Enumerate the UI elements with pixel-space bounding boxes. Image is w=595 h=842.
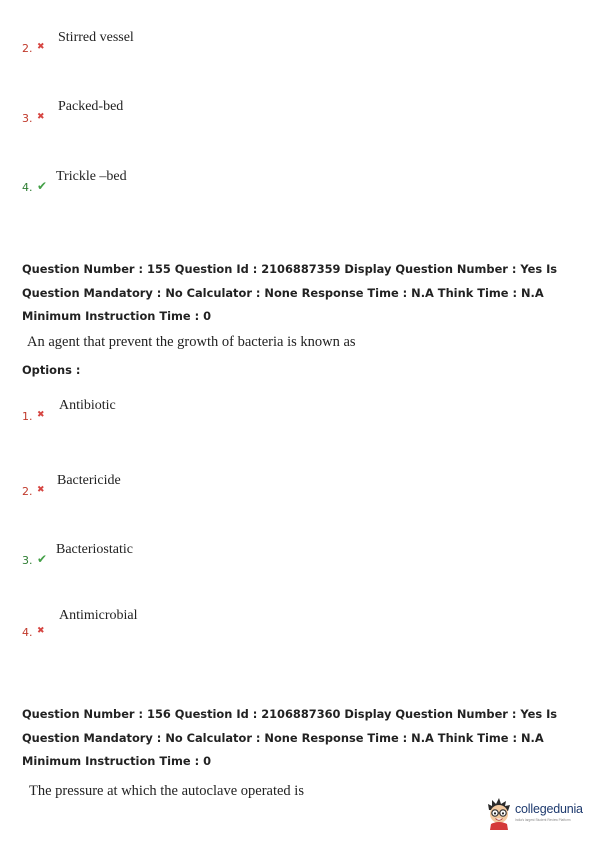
logo-tagline: India's largest Student Review Platform — [515, 818, 571, 822]
option-text: Antimicrobial — [59, 608, 138, 623]
option-number: 1. — [22, 410, 33, 423]
option-2 — [22, 473, 322, 503]
option-number: 4. — [22, 181, 33, 194]
wrong-icon: ✖ — [37, 410, 45, 420]
wrong-icon: ✖ — [37, 485, 45, 495]
option-number: 4. — [22, 626, 33, 639]
question-text: An agent that prevent the growth of bacteria is known as — [27, 334, 356, 350]
mascot-icon — [486, 798, 512, 830]
prev-option-4 — [22, 169, 322, 199]
option-text: Antibiotic — [59, 398, 116, 413]
option-number: 3. — [22, 112, 33, 125]
prev-option-2 — [22, 30, 322, 60]
option-text: Stirred vessel — [58, 30, 134, 45]
question-meta: Question Number : 156 Question Id : 2106887360 Display Question Number : Yes Is Question Mandatory : No Calculator : None Response Time : N.A Think Time : N.A Minimum Instruction Time : 0 — [22, 707, 558, 768]
correct-check-icon: ✔ — [37, 552, 48, 566]
option-number: 2. — [22, 42, 33, 55]
correct-check-icon: ✔ — [37, 179, 48, 193]
question-meta: Question Number : 155 Question Id : 2106887359 Display Question Number : Yes Is Question Mandatory : No Calculator : None Response Time : N.A Think Time : N.A Minimum Instruction Time : 0 — [22, 262, 558, 323]
option-3 — [22, 542, 322, 572]
option-1 — [22, 398, 322, 428]
logo-wordmark: collegedunia — [515, 802, 583, 816]
option-number: 3. — [22, 554, 33, 567]
prev-option-3 — [22, 99, 322, 129]
collegedunia-logo — [486, 798, 591, 832]
wrong-icon: ✖ — [37, 112, 45, 122]
question-text: The pressure at which the autoclave operated is — [29, 783, 304, 799]
option-text: Bactericide — [57, 473, 121, 488]
wrong-icon: ✖ — [37, 626, 45, 636]
option-text: Bacteriostatic — [56, 542, 133, 557]
option-text: Packed-bed — [58, 99, 124, 114]
option-4 — [22, 608, 322, 638]
option-text: Trickle –bed — [56, 169, 127, 184]
options-label: Options : — [22, 363, 81, 377]
option-number: 2. — [22, 485, 33, 498]
wrong-icon: ✖ — [37, 42, 45, 52]
